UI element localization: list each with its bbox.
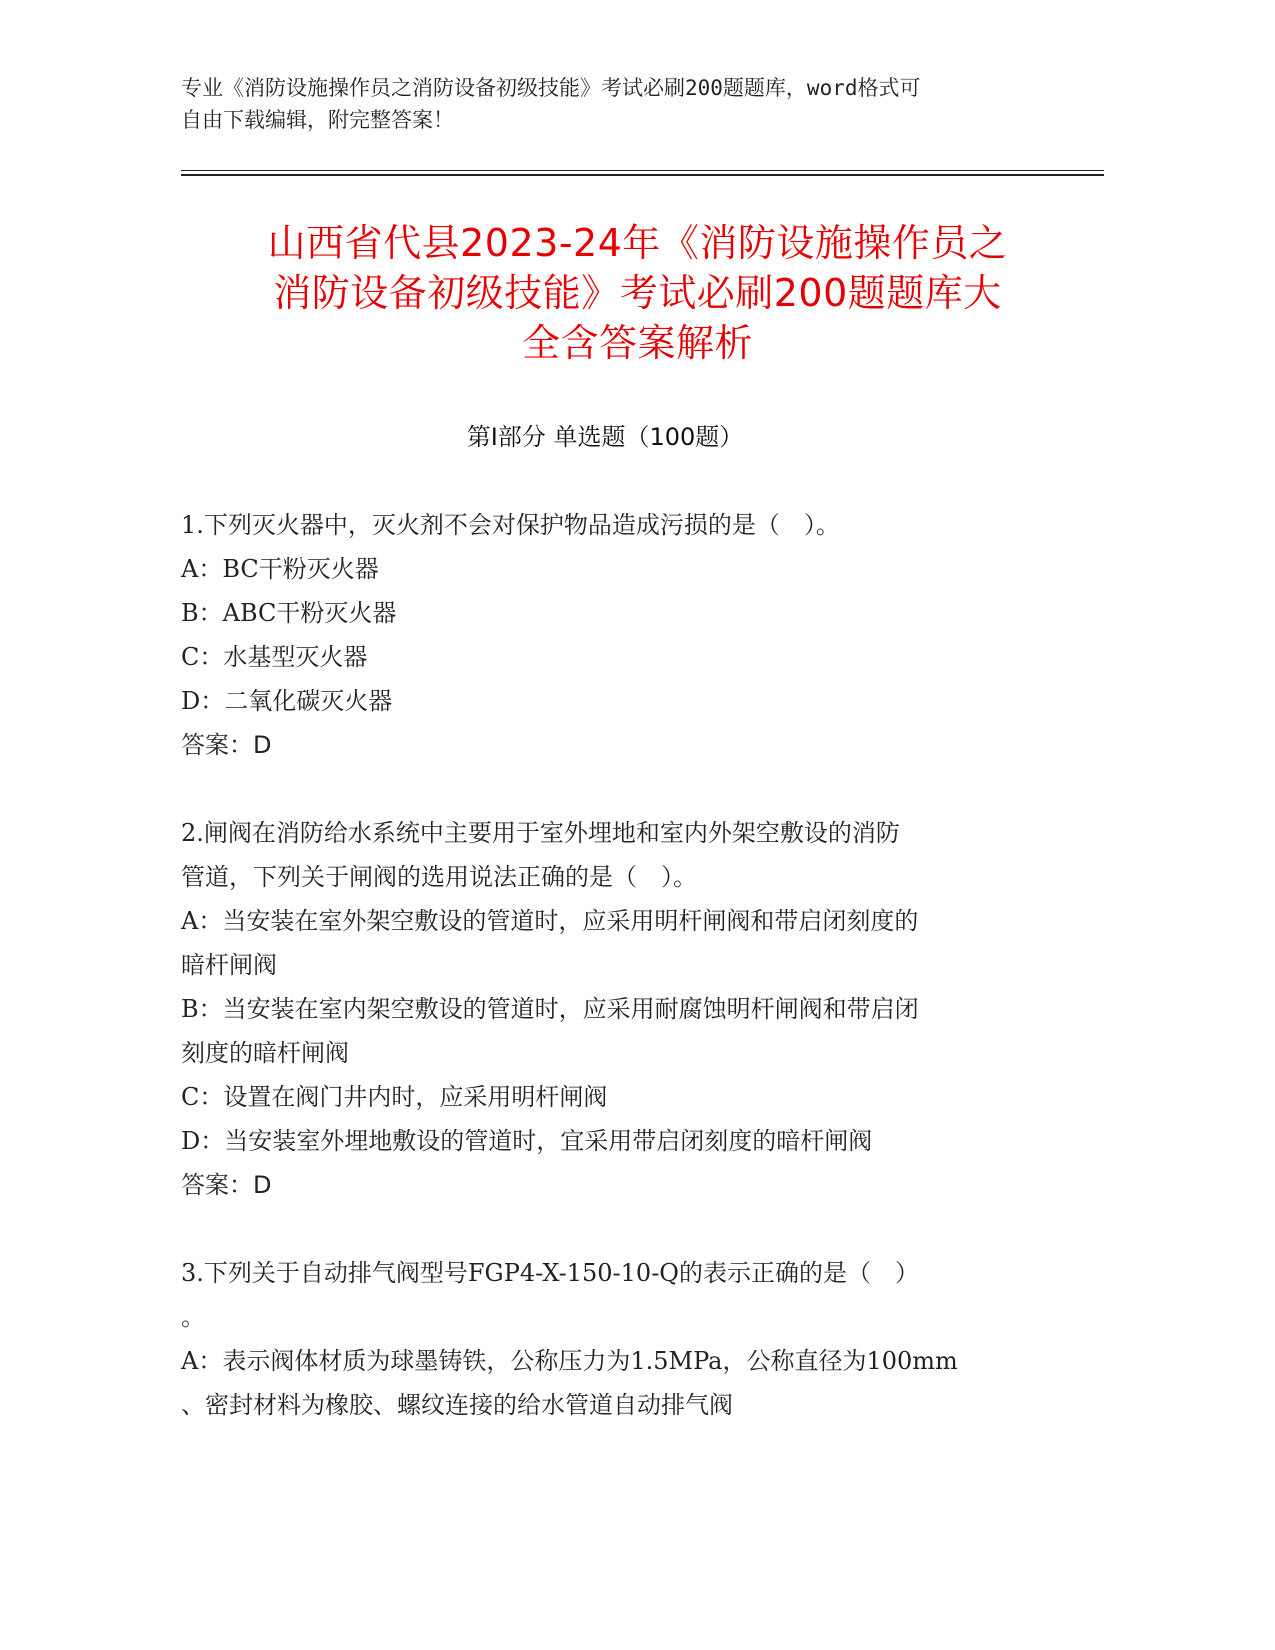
question-text: 1.下列灭火器中，灭火剂不会对保护物品造成污损的是（ ）。 — [181, 511, 840, 539]
title-line: 全含答案解析 — [521, 321, 753, 365]
document-title — [160, 218, 1115, 368]
option-b-continued: 刻度的暗杆闸阀 — [181, 1039, 349, 1067]
section-heading: 第Ⅰ部分 单选题（100题） — [466, 423, 744, 451]
question-list — [181, 503, 1041, 1427]
option-a: A：表示阀体材质为球墨铸铁，公称压力为1.5MPa，公称直径为100mm — [181, 1347, 958, 1375]
option-d: D：二氧化碳灭火器 — [181, 687, 393, 715]
option-b: B：ABC干粉灭火器 — [181, 599, 397, 627]
header-note-line: 自由下载编辑，附完整答案！ — [181, 108, 454, 132]
option-c: C：水基型灭火器 — [181, 643, 368, 671]
title-line: 山西省代县2023-24年《消防设施操作员之 — [267, 221, 1008, 265]
question-item — [181, 811, 1041, 1207]
question-text: 管道，下列关于闸阀的选用说法正确的是（ ）。 — [181, 863, 697, 891]
question-text: 3.下列关于自动排气阀型号FGP4-X-150-10-Q的表示正确的是（ ） — [181, 1259, 919, 1287]
option-b: B：当安装在室内架空敷设的管道时，应采用耐腐蚀明杆闸阀和带启闭 — [181, 995, 919, 1023]
option-a: A：BC干粉灭火器 — [181, 555, 379, 583]
option-a-continued: 、密封材料为橡胶、螺纹连接的给水管道自动排气阀 — [181, 1391, 733, 1419]
option-c: C：设置在阀门井内时，应采用明杆闸阀 — [181, 1083, 608, 1111]
question-text: 2.闸阀在消防给水系统中主要用于室外埋地和室内外架空敷设的消防 — [181, 819, 900, 847]
answer-text: 答案：D — [181, 1171, 272, 1199]
answer-text: 答案：D — [181, 731, 272, 759]
option-a: A：当安装在室外架空敷设的管道时，应采用明杆闸阀和带启闭刻度的 — [181, 907, 919, 935]
option-d: D：当安装室外埋地敷设的管道时，宜采用带启闭刻度的暗杆闸阀 — [181, 1127, 873, 1155]
question-spacer — [181, 1207, 1041, 1251]
header-note-line: 专业《消防设施操作员之消防设备初级技能》考试必刷200题题库，word格式可 — [181, 76, 921, 100]
question-item — [181, 1251, 1041, 1427]
question-spacer — [181, 767, 1041, 811]
question-text: 。 — [181, 1303, 205, 1331]
header-rule-thick — [181, 174, 1104, 176]
header-note — [181, 72, 1061, 136]
title-line: 消防设备初级技能》考试必刷200题题库大 — [273, 271, 1002, 315]
option-a-continued: 暗杆闸阀 — [181, 951, 277, 979]
header-rule-thin — [181, 170, 1104, 171]
question-item — [181, 503, 1041, 767]
